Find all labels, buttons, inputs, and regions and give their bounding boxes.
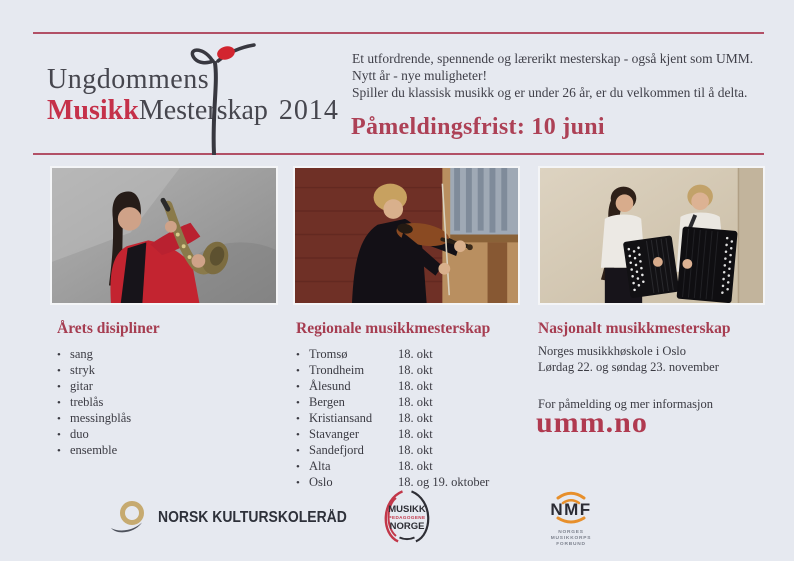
regional-row — [296, 395, 489, 411]
bullet-icon — [57, 347, 70, 363]
list-item — [57, 443, 131, 459]
bullet-icon — [57, 379, 70, 395]
discipline-label: gitar — [70, 379, 93, 393]
accordion-duo-illustration — [540, 168, 763, 303]
logo-musikk: Musikk — [47, 95, 139, 126]
musikk-label: MUSIKK — [388, 504, 426, 515]
nmf-org-line2: MUSIKKORPS — [550, 536, 592, 541]
kulturskoleradet-label: NORSK KULTURSKOLERÅD — [158, 509, 347, 526]
norge-label: NORGE — [389, 521, 425, 532]
discipline-label: stryk — [70, 363, 95, 377]
date-label: 18. okt — [398, 427, 433, 441]
regional-row — [296, 427, 489, 443]
intro-text — [352, 50, 753, 101]
date-label: 18. okt — [398, 379, 433, 393]
bullet-icon — [57, 411, 70, 427]
discipline-label: treblås — [70, 395, 104, 409]
intro-line-2: Nytt år - nye muligheter! — [352, 68, 487, 83]
bullet-icon — [296, 475, 309, 491]
header-bottom-red-rule — [33, 153, 764, 155]
intro-line-1: Et utfordrende, spennende og lærerikt mesterskap - også kjent som UMM. — [352, 51, 754, 66]
regional-row — [296, 379, 489, 395]
logo-line1: Ungdommens — [47, 64, 210, 95]
discipline-label: duo — [70, 427, 89, 441]
national-dates-text: Lørdag 22. og søndag 23. november — [538, 359, 719, 374]
date-label: 18. og 19. oktober — [398, 475, 490, 489]
list-item — [57, 363, 131, 379]
bullet-icon — [296, 427, 309, 443]
accordion-duo-photo — [538, 166, 765, 305]
list-item — [57, 427, 131, 443]
nmf-abbr: NMF — [550, 500, 592, 519]
disciplines-heading: Årets disipliner — [57, 320, 160, 337]
regional-row — [296, 443, 489, 459]
date-label: 18. okt — [398, 363, 433, 377]
gold-ring-swoosh-icon — [108, 499, 150, 537]
info-text: For påmelding og mer informasjon — [538, 397, 713, 411]
list-item — [57, 395, 131, 411]
venue-text: Norges musikkhøskole i Oslo — [538, 344, 687, 358]
national-details — [538, 344, 719, 375]
city-label: Sandefjord — [309, 443, 364, 457]
regional-row — [296, 363, 489, 379]
date-label: 18. okt — [398, 443, 433, 457]
bullet-icon — [57, 443, 70, 459]
city-label: Ålesund — [309, 379, 351, 393]
violinist-illustration — [295, 168, 518, 303]
saxophonist-illustration — [52, 168, 276, 303]
nmf-org-line1: NORGES — [558, 530, 584, 535]
bullet-icon — [57, 395, 70, 411]
bullet-icon — [296, 443, 309, 459]
regional-row — [296, 347, 489, 363]
logo-mesterskap: Mesterskap — [138, 95, 268, 126]
top-red-rule — [33, 32, 764, 34]
regional-heading: Regionale musikkmesterskap — [296, 320, 491, 337]
city-label: Tromsø — [309, 347, 348, 361]
discipline-label: messingblås — [70, 411, 132, 425]
date-label: 18. okt — [398, 459, 433, 473]
city-label: Oslo — [309, 475, 333, 489]
discipline-label: ensemble — [70, 443, 118, 457]
violinist-photo — [293, 166, 520, 305]
list-item — [57, 411, 131, 427]
date-label: 18. okt — [398, 347, 433, 361]
logo-year: 2014 — [278, 95, 339, 126]
regional-list — [296, 347, 489, 491]
list-item — [57, 379, 131, 395]
musikk-norge-arcs-icon — [379, 488, 435, 546]
bullet-icon — [57, 427, 70, 443]
date-label: 18. okt — [398, 395, 433, 409]
national-heading: Nasjonalt musikkmesterskap — [538, 320, 731, 337]
kulturskoleradet-logo — [108, 499, 368, 537]
disciplines-list — [57, 347, 131, 459]
bullet-icon — [296, 363, 309, 379]
bullet-icon — [296, 347, 309, 363]
bullet-icon — [296, 395, 309, 411]
city-label: Alta — [309, 459, 331, 473]
bullet-icon — [57, 363, 70, 379]
city-label: Bergen — [309, 395, 345, 409]
bullet-icon — [296, 379, 309, 395]
bullet-icon — [296, 459, 309, 475]
pedagogene-label: PEDAGOGENE — [388, 515, 426, 520]
saxophonist-photo — [50, 166, 278, 305]
nmf-arcs-icon — [529, 485, 613, 549]
regional-row — [296, 411, 489, 427]
city-label: Kristiansand — [309, 411, 373, 425]
nmf-logo — [529, 485, 613, 554]
discipline-label: sang — [70, 347, 93, 361]
intro-line-3: Spiller du klassisk musikk og er under 26 år, er du velkommen til å delta. — [352, 85, 748, 100]
list-item — [57, 347, 131, 363]
musikk-norge-logo — [379, 488, 435, 551]
date-label: 18. okt — [398, 411, 433, 425]
city-label: Trondheim — [309, 363, 365, 377]
deadline-text: Påmeldingsfrist: 10 juni — [351, 114, 605, 140]
bullet-icon — [296, 411, 309, 427]
dancing-figure-icon — [168, 39, 268, 155]
umm-link[interactable]: umm.no — [536, 406, 648, 439]
nmf-org-line3: FORBUND — [556, 542, 586, 547]
city-label: Stavanger — [309, 427, 359, 441]
regional-row — [296, 459, 489, 475]
